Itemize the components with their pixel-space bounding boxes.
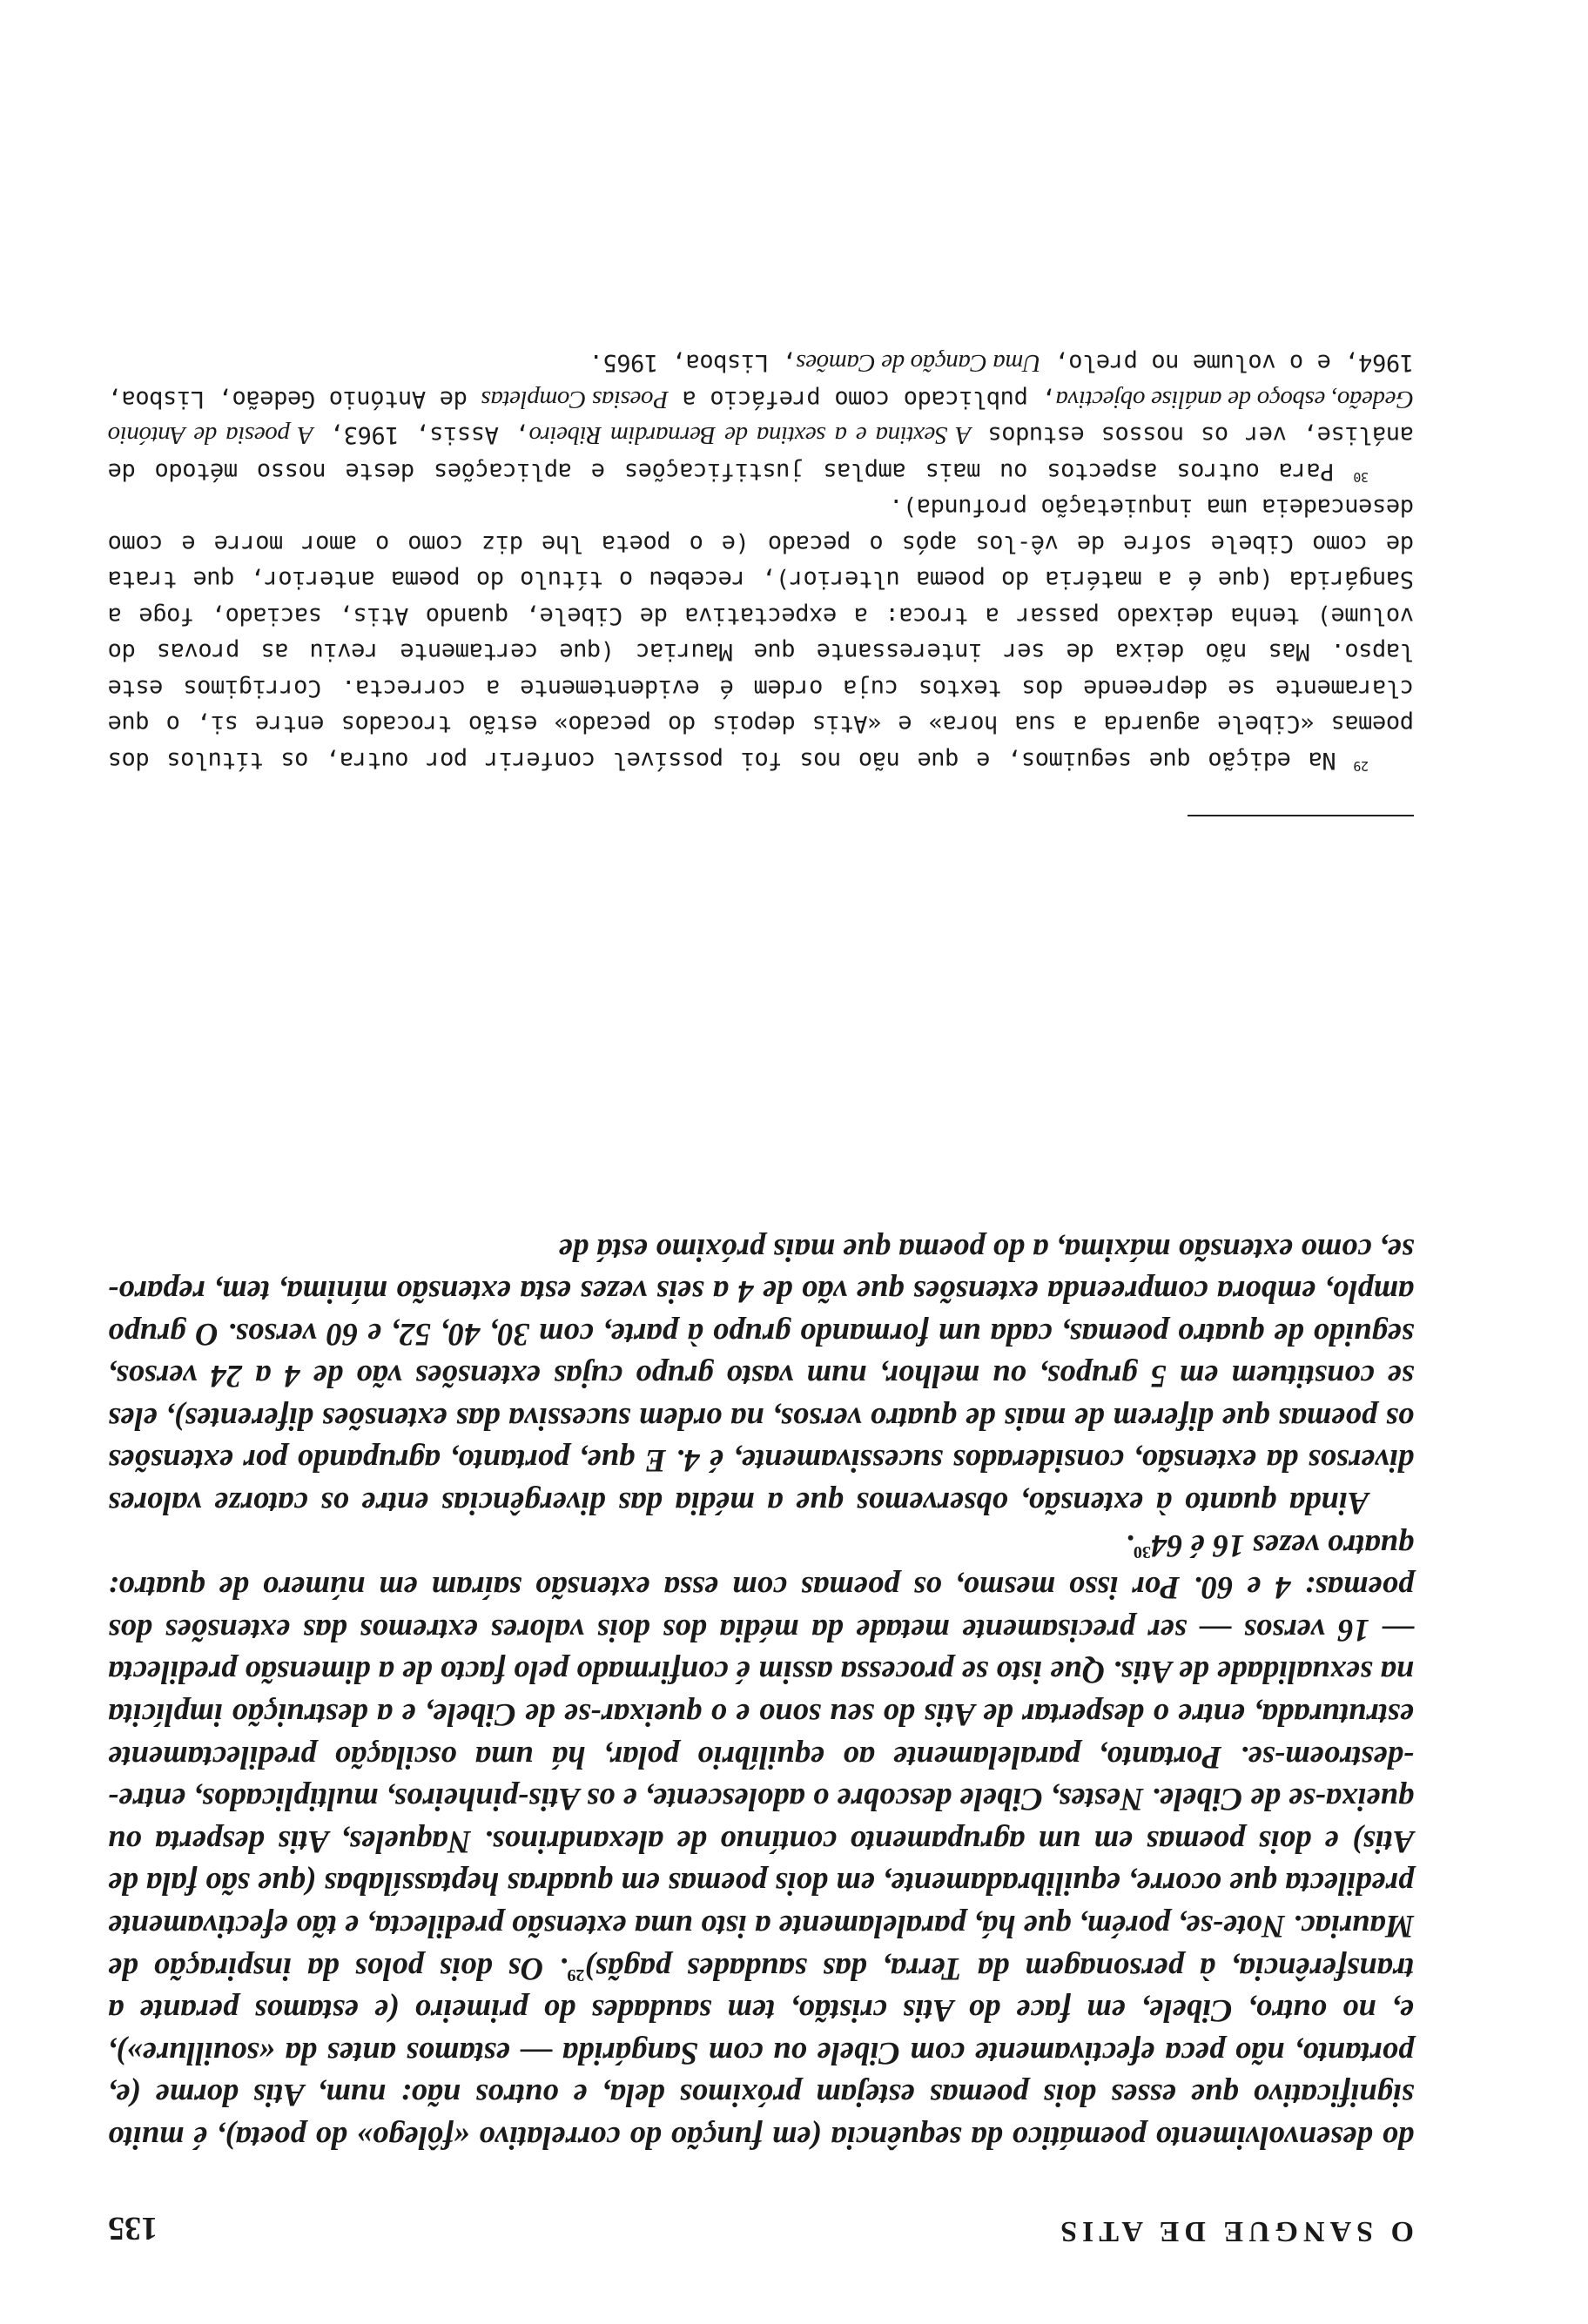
footnote-ref-29: 29: [567, 1965, 585, 1985]
footnote-30-title-gedeao: A poesia de António Gedeão, esboço de análise objectiva: [108, 386, 1414, 450]
footnote-30-part-5: , Lisboa, 1965.: [589, 349, 797, 377]
footnote-30-part-3: , publicado como prefácio a: [668, 386, 1056, 413]
paragraph-1-part-a: do desenvolvimento poemático da sequência (em função do correlativo «fôlego» do poeta), é muito significativo que esses dois poemas estejam próximos dela, e outros não: num, Atis dorme (e, portanto, não peca efectivamente com Cibele ou com Sangárida — estamos antes da «souillure»), e, no outro, Cibele, em face do Atis cristão, tem saudades do primeiro (e estamos perante a transferência, à personagem da Terra, das saudades pagãs): [108, 1951, 1414, 2156]
footnote-ref-30: 30: [1133, 1541, 1151, 1562]
footnotes: [108, 345, 1414, 778]
footnote-30: [108, 345, 1414, 489]
footnote-29: [108, 489, 1414, 778]
footnote-29-text: Na edição que seguimos, e que não nos foi possível conferir por outra, os títulos dos poemas «Cibele aguarda a sua hora» e «Atis depois do pecado» estão trocados entre si, o que claramente se depreende dos textos cuja ordem é evidentemente a correcta. Corrigimos este lapso. Mas não deixa de ser interessante que Mauriac (que certamente reviu as provas do volume) tenha deixado passar a troca: a expectativa de Cibele, quando Atis, saciado, foge a Sangárida (que é a matéria do poema ulterior), recebeu o título do poema anterior, que trata de como Cibele sofre de vê-los após o pecado (e o poeta lhe diz como o amor morre e como desencadeia uma inquietação profunda).: [108, 494, 1414, 774]
footnote-30-title-sextina: A Sextina e a sextina de Bernardim Ribeiro: [528, 421, 972, 450]
footnote-30-number: 30: [1353, 469, 1369, 485]
running-title: O SANGUE DE ATIS: [1055, 2215, 1414, 2247]
footnote-30-part-4: de António Gedeão, Lisboa, 1964, e o volume no prelo,: [108, 349, 1414, 413]
footnote-30-title-poesias: Poesias Completas: [481, 386, 669, 413]
body-text: [108, 1228, 1414, 2159]
footnote-30-part-1: Para outros aspectos ou mais amplas justificações e aplicações deste nosso método de análise, ver os nossos estudos: [108, 421, 1414, 485]
footnote-divider: [1188, 815, 1414, 816]
page-header: [108, 2195, 1414, 2247]
footnote-29-number: 29: [1353, 758, 1369, 774]
paragraph-1-part-b: . Os dois polos da inspiração de Mauriac. Note-se, porém, que há, paralelamente a isto uma extensão predilecta, e tão efectivamente predilecta que ocorre, equilibradamente, em dois poemas em quadras heptassílabas (que são fala de Atis) e dois poemas em um agrupamento contínuo de alexandrinos. Naqueles, Atis desperta ou queixa-se de Cibele. Nestes, Cibele descobre o adolescente, e os Atis-pinheiros, multiplicados, entre--destroem-se. Portanto, paralelamente ao equilíbrio polar, há uma oscilação predilectamente estruturada, entre o despertar de Atis do seu sono e o queixar-se de Cibele, e a destruição implícita na sexualidade de Atis. Que isto se processa assim é confirmado pelo facto de a dimensão predilecta — 16 versos — ser precisamente metade da média dos dois valores extremos das extensões dos poemas: 4 e 60. Por isso mesmo, os poemas com essa extensão saíram em número de quatro: quatro vezes 16 é 64: [108, 1528, 1414, 1987]
footnote-30-part-2: , Assis, 1963,: [313, 421, 529, 449]
paragraph-1: [108, 1524, 1414, 2159]
paragraph-2: Ainda quanto à extensão, observemos que a média das divergências entre os catorze valores diversos da extensão, considerados sucessivamente, é 4. E que, portanto, agrupando por extensões os poemas que diferem de mais de quatro versos, na ordem sucessiva das extensões diferentes), eles se constituem em 5 grupos, ou melhor, num vasto grupo cujas extensões vão de 4 a 24 versos, seguido de quatro poemas, cada um formando grupo à parte, com 30, 40, 52, e 60 versos. O grupo amplo, embora compreenda extensões que vão de 4 a seis vezes esta extensão mínima, tem, reparo-se, como extensão máxima, a do poema que mais próximo está de: [108, 1232, 1414, 1522]
page-number: 135: [108, 2210, 158, 2247]
footnote-30-title-camoes: Uma Canção de Camões: [796, 349, 1041, 378]
paragraph-1-part-c: .: [1125, 1528, 1134, 1564]
